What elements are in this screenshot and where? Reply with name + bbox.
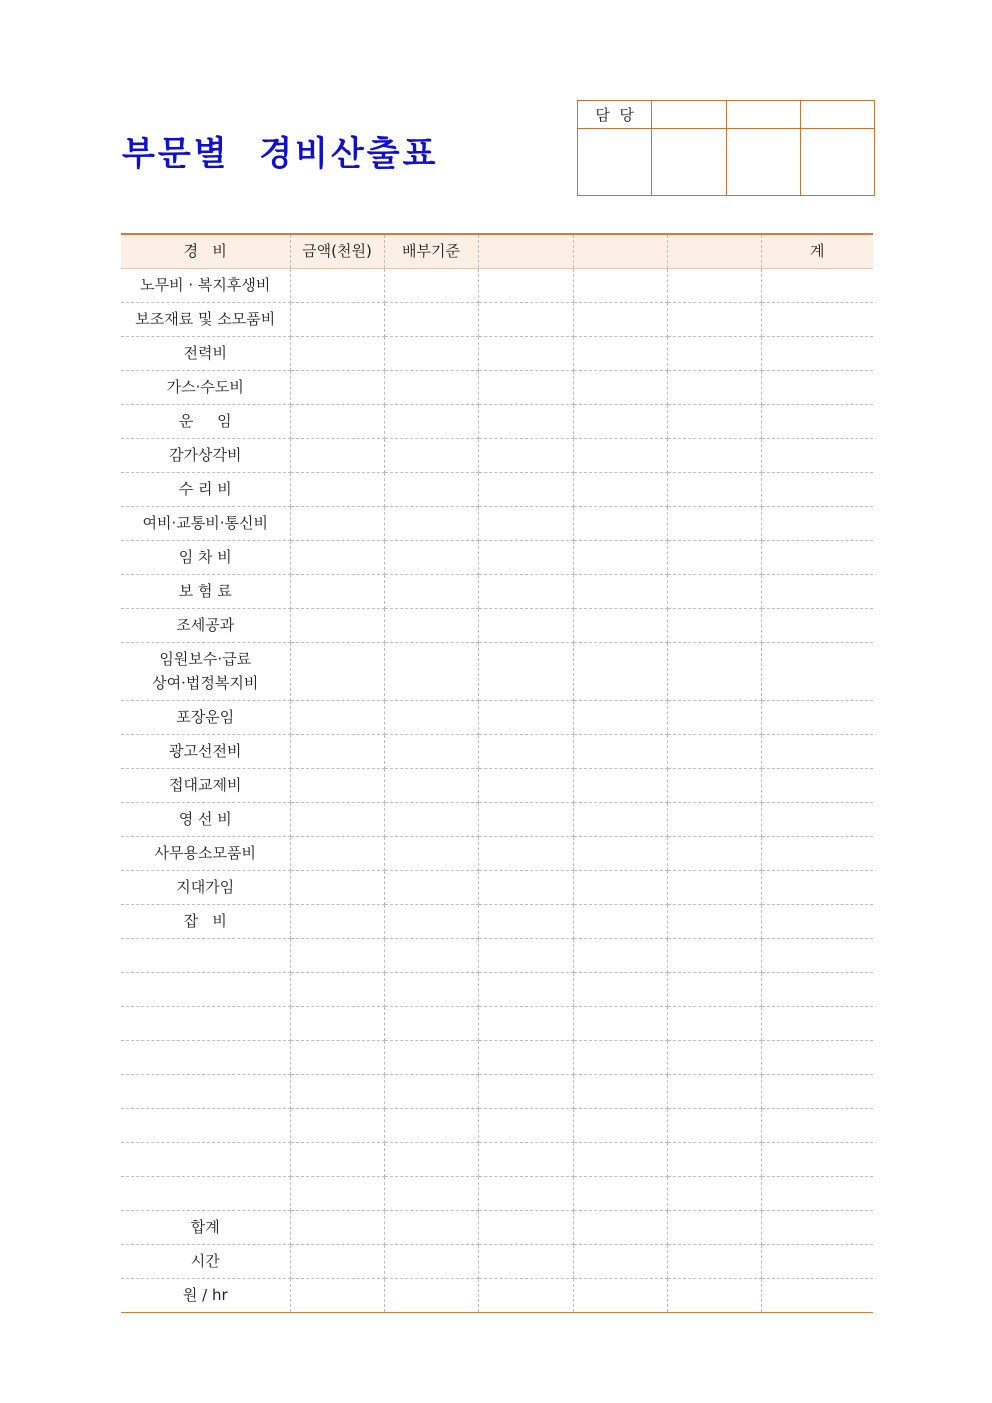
- table-row: [121, 1075, 873, 1109]
- table-cell[interactable]: [478, 905, 573, 939]
- table-cell[interactable]: [290, 371, 384, 405]
- table-row: [121, 769, 873, 803]
- table-cell[interactable]: [290, 973, 384, 1007]
- expense-item-label: [121, 269, 290, 303]
- table-cell[interactable]: [478, 473, 573, 507]
- table-cell[interactable]: [667, 1041, 761, 1075]
- table-cell[interactable]: [384, 769, 478, 803]
- table-cell[interactable]: [290, 269, 384, 303]
- table-cell[interactable]: [290, 1041, 384, 1075]
- table-cell[interactable]: [573, 405, 667, 439]
- table-cell[interactable]: [290, 405, 384, 439]
- table-cell[interactable]: [667, 337, 761, 371]
- table-cell[interactable]: [667, 541, 761, 575]
- table-cell[interactable]: [667, 405, 761, 439]
- expense-item-text: 가스·수도비: [166, 377, 244, 396]
- table-cell[interactable]: [573, 371, 667, 405]
- table-cell[interactable]: [761, 1143, 873, 1177]
- table-cell[interactable]: [384, 1007, 478, 1041]
- table-row: [121, 507, 873, 541]
- table-cell[interactable]: [478, 269, 573, 303]
- table-cell[interactable]: [290, 939, 384, 973]
- expense-item-text: 전력비: [183, 343, 227, 362]
- table-cell[interactable]: [761, 803, 873, 837]
- table-cell[interactable]: [667, 973, 761, 1007]
- expense-item-label: [121, 643, 290, 701]
- table-cell[interactable]: [384, 371, 478, 405]
- table-cell[interactable]: [761, 1279, 873, 1313]
- table-cell[interactable]: [761, 643, 873, 701]
- table-cell[interactable]: [290, 803, 384, 837]
- table-row: [121, 269, 873, 303]
- table-row: [121, 1177, 873, 1211]
- table-cell[interactable]: [573, 871, 667, 905]
- table-cell[interactable]: [290, 769, 384, 803]
- table-cell[interactable]: [290, 1075, 384, 1109]
- expense-item-text: 조세공과: [176, 615, 235, 634]
- table-row: [121, 939, 873, 973]
- table-cell[interactable]: [667, 1007, 761, 1041]
- table-cell[interactable]: [761, 303, 873, 337]
- table-cell[interactable]: [573, 1041, 667, 1075]
- table-cell[interactable]: [667, 507, 761, 541]
- table-cell[interactable]: [667, 803, 761, 837]
- table-row: [121, 701, 873, 735]
- table-cell[interactable]: [761, 541, 873, 575]
- table-cell[interactable]: [290, 609, 384, 643]
- approval-label: 담 당: [578, 101, 652, 129]
- expense-item-text: 영 선 비: [178, 809, 232, 828]
- table-cell[interactable]: [384, 1143, 478, 1177]
- table-row: [121, 303, 873, 337]
- table-cell[interactable]: [573, 1007, 667, 1041]
- table-cell[interactable]: [761, 701, 873, 735]
- table-cell[interactable]: [667, 575, 761, 609]
- table-row: [121, 541, 873, 575]
- table-cell[interactable]: [478, 507, 573, 541]
- table-cell[interactable]: [384, 905, 478, 939]
- table-cell[interactable]: [478, 701, 573, 735]
- approval-sign-cell[interactable]: [652, 129, 726, 196]
- table-cell[interactable]: [384, 1245, 478, 1279]
- table-cell[interactable]: [761, 439, 873, 473]
- table-cell[interactable]: [667, 871, 761, 905]
- approval-sign-cell[interactable]: [578, 129, 652, 196]
- expense-item-text: 시간: [190, 1251, 220, 1270]
- table-cell[interactable]: [384, 1211, 478, 1245]
- table-cell[interactable]: [761, 609, 873, 643]
- expense-item-label: [121, 939, 290, 973]
- table-row: [121, 371, 873, 405]
- table-cell[interactable]: [667, 269, 761, 303]
- table-cell[interactable]: [573, 1109, 667, 1143]
- table-cell[interactable]: [384, 541, 478, 575]
- table-cell[interactable]: [573, 769, 667, 803]
- table-cell[interactable]: [667, 735, 761, 769]
- table-row: [121, 1109, 873, 1143]
- table-cell[interactable]: [667, 1143, 761, 1177]
- table-cell[interactable]: [761, 1007, 873, 1041]
- expense-item-text: 사무용소모품비: [154, 843, 256, 862]
- table-cell[interactable]: [573, 735, 667, 769]
- expense-item-label: [121, 1041, 290, 1075]
- table-cell[interactable]: [761, 905, 873, 939]
- expense-item-text: 임원보수·급료: [159, 650, 252, 669]
- table-cell[interactable]: [290, 575, 384, 609]
- table-cell[interactable]: [478, 1143, 573, 1177]
- table-cell[interactable]: [290, 1109, 384, 1143]
- table-cell[interactable]: [290, 1007, 384, 1041]
- table-cell[interactable]: [573, 1245, 667, 1279]
- expense-item-label: [121, 507, 290, 541]
- header-expense: 경 비: [121, 234, 290, 269]
- approval-sign-cell[interactable]: [800, 129, 874, 196]
- approval-head-cell: [726, 101, 800, 129]
- table-cell[interactable]: [573, 575, 667, 609]
- table-cell[interactable]: [667, 473, 761, 507]
- table-cell[interactable]: [761, 1177, 873, 1211]
- table-cell[interactable]: [384, 337, 478, 371]
- table-cell[interactable]: [290, 507, 384, 541]
- table-cell[interactable]: [290, 905, 384, 939]
- header-department: [478, 234, 573, 269]
- table-row: [121, 803, 873, 837]
- table-cell[interactable]: [290, 1211, 384, 1245]
- table-row: [121, 735, 873, 769]
- table-row: [121, 837, 873, 871]
- table-cell[interactable]: [667, 769, 761, 803]
- expense-item-label: [121, 973, 290, 1007]
- table-cell[interactable]: [667, 609, 761, 643]
- table-cell[interactable]: [290, 1279, 384, 1313]
- table-cell[interactable]: [667, 1245, 761, 1279]
- page-title: 부문별 경비산출표: [122, 134, 439, 174]
- table-cell[interactable]: [290, 837, 384, 871]
- expense-item-label: [121, 1143, 290, 1177]
- table-cell[interactable]: [478, 837, 573, 871]
- expense-item-label: [121, 803, 290, 837]
- table-cell[interactable]: [290, 1245, 384, 1279]
- table-cell[interactable]: [478, 803, 573, 837]
- table-cell[interactable]: [761, 735, 873, 769]
- table-cell[interactable]: [667, 1075, 761, 1109]
- table-cell[interactable]: [478, 871, 573, 905]
- table-cell[interactable]: [667, 701, 761, 735]
- table-row: [121, 973, 873, 1007]
- table-cell[interactable]: [761, 837, 873, 871]
- expense-item-label: [121, 303, 290, 337]
- table-cell[interactable]: [573, 905, 667, 939]
- expense-item-label: [121, 337, 290, 371]
- table-cell[interactable]: [573, 473, 667, 507]
- table-cell[interactable]: [667, 939, 761, 973]
- table-cell[interactable]: [573, 541, 667, 575]
- table-row: [121, 1211, 873, 1245]
- table-cell[interactable]: [290, 439, 384, 473]
- table-cell[interactable]: [384, 939, 478, 973]
- table-row: [121, 1245, 873, 1279]
- table-cell[interactable]: [478, 1007, 573, 1041]
- table-cell[interactable]: [573, 643, 667, 701]
- table-cell[interactable]: [290, 643, 384, 701]
- table-cell[interactable]: [384, 1041, 478, 1075]
- table-cell[interactable]: [384, 575, 478, 609]
- table-cell[interactable]: [761, 405, 873, 439]
- table-cell[interactable]: [478, 405, 573, 439]
- expense-item-label: [121, 609, 290, 643]
- table-row: [121, 1143, 873, 1177]
- table-cell[interactable]: [290, 1143, 384, 1177]
- expense-item-label: [121, 769, 290, 803]
- table-cell[interactable]: [573, 1075, 667, 1109]
- expense-item-text: 원 / hr: [182, 1285, 228, 1304]
- table-cell[interactable]: [478, 769, 573, 803]
- table-cell[interactable]: [478, 575, 573, 609]
- table-cell[interactable]: [667, 1109, 761, 1143]
- table-cell[interactable]: [478, 303, 573, 337]
- expense-item-label: [121, 871, 290, 905]
- expense-item-label: [121, 1007, 290, 1041]
- expense-item-text: 운 임: [178, 411, 232, 430]
- table-cell[interactable]: [667, 439, 761, 473]
- table-cell[interactable]: [384, 1177, 478, 1211]
- table-cell[interactable]: [761, 337, 873, 371]
- expense-item-label: [121, 541, 290, 575]
- table-cell[interactable]: [384, 1109, 478, 1143]
- table-cell[interactable]: [384, 269, 478, 303]
- table-cell[interactable]: [290, 701, 384, 735]
- table-cell[interactable]: [384, 643, 478, 701]
- table-cell[interactable]: [573, 939, 667, 973]
- table-cell[interactable]: [573, 973, 667, 1007]
- table-cell[interactable]: [384, 439, 478, 473]
- expense-item-label: [121, 735, 290, 769]
- table-row: [121, 609, 873, 643]
- expense-item-label: [121, 439, 290, 473]
- expense-item-label: [121, 1177, 290, 1211]
- header-total: 계: [761, 234, 873, 269]
- table-cell[interactable]: [573, 1211, 667, 1245]
- expense-item-text: 여비·교통비·통신비: [142, 513, 268, 532]
- table-cell[interactable]: [478, 1279, 573, 1313]
- expense-item-text: 잡 비: [183, 911, 227, 930]
- expense-item-label: [121, 1109, 290, 1143]
- table-cell[interactable]: [478, 1245, 573, 1279]
- expense-item-label: [121, 575, 290, 609]
- expense-item-text: 보조재료 및 소모품비: [135, 309, 276, 328]
- expense-item-label: [121, 701, 290, 735]
- table-cell[interactable]: [761, 507, 873, 541]
- table-cell[interactable]: [478, 1177, 573, 1211]
- table-cell[interactable]: [667, 371, 761, 405]
- table-header-row: [121, 234, 873, 269]
- table-cell[interactable]: [761, 871, 873, 905]
- header-allocation-basis: 배부기준: [384, 234, 478, 269]
- table-row: [121, 1007, 873, 1041]
- table-cell[interactable]: [384, 735, 478, 769]
- table-cell[interactable]: [290, 541, 384, 575]
- expense-item-text: 보 험 료: [178, 581, 232, 600]
- table-cell[interactable]: [573, 1143, 667, 1177]
- expense-item-label: [121, 473, 290, 507]
- table-cell[interactable]: [290, 1177, 384, 1211]
- expense-item-label: [121, 1245, 290, 1279]
- table-cell[interactable]: [761, 1211, 873, 1245]
- table-cell[interactable]: [290, 473, 384, 507]
- approval-box: [577, 100, 875, 196]
- table-row: [121, 473, 873, 507]
- table-cell[interactable]: [573, 269, 667, 303]
- table-cell[interactable]: [290, 735, 384, 769]
- table-cell[interactable]: [290, 303, 384, 337]
- table-cell[interactable]: [573, 303, 667, 337]
- table-cell[interactable]: [478, 973, 573, 1007]
- table-cell[interactable]: [478, 643, 573, 701]
- table-cell[interactable]: [478, 371, 573, 405]
- table-cell[interactable]: [478, 1211, 573, 1245]
- table-cell[interactable]: [384, 303, 478, 337]
- table-cell[interactable]: [573, 337, 667, 371]
- table-cell[interactable]: [384, 473, 478, 507]
- table-cell[interactable]: [667, 837, 761, 871]
- table-cell[interactable]: [667, 643, 761, 701]
- approval-head-cell: [652, 101, 726, 129]
- table-cell[interactable]: [761, 1109, 873, 1143]
- table-cell[interactable]: [761, 769, 873, 803]
- header-amount: 금액(천원): [290, 234, 384, 269]
- table-cell[interactable]: [290, 337, 384, 371]
- table-cell[interactable]: [667, 1279, 761, 1313]
- table-cell[interactable]: [478, 939, 573, 973]
- table-row: [121, 643, 873, 701]
- expense-item-label: [121, 1211, 290, 1245]
- table-cell[interactable]: [384, 609, 478, 643]
- table-cell[interactable]: [478, 1075, 573, 1109]
- expense-item-label: [121, 837, 290, 871]
- table-cell[interactable]: [667, 303, 761, 337]
- expense-item-text: 합계: [190, 1217, 220, 1236]
- table-cell[interactable]: [573, 701, 667, 735]
- table-row: [121, 405, 873, 439]
- expense-item-label: [121, 1279, 290, 1313]
- table-cell[interactable]: [573, 507, 667, 541]
- approval-head-cell: [800, 101, 874, 129]
- table-row: [121, 439, 873, 473]
- table-cell[interactable]: [478, 1041, 573, 1075]
- expense-item-text: 포장운임: [176, 707, 235, 726]
- table-cell[interactable]: [384, 1279, 478, 1313]
- table-row: [121, 575, 873, 609]
- expense-table: [121, 233, 873, 1313]
- table-cell[interactable]: [761, 473, 873, 507]
- table-cell[interactable]: [384, 837, 478, 871]
- table-cell[interactable]: [667, 1211, 761, 1245]
- table-cell[interactable]: [667, 905, 761, 939]
- table-row: [121, 871, 873, 905]
- expense-item-text: 상여·법정복지비: [152, 673, 259, 692]
- table-cell[interactable]: [573, 803, 667, 837]
- table-row: [121, 905, 873, 939]
- table-row: [121, 1041, 873, 1075]
- table-cell[interactable]: [761, 1041, 873, 1075]
- table-cell[interactable]: [478, 439, 573, 473]
- table-cell[interactable]: [573, 439, 667, 473]
- table-cell[interactable]: [761, 939, 873, 973]
- header-department: [667, 234, 761, 269]
- approval-sign-cell[interactable]: [726, 129, 800, 196]
- table-cell[interactable]: [384, 973, 478, 1007]
- table-row: [121, 337, 873, 371]
- expense-item-text: 임 차 비: [178, 547, 232, 566]
- table-row: [121, 1279, 873, 1313]
- table-cell[interactable]: [384, 701, 478, 735]
- table-cell[interactable]: [384, 405, 478, 439]
- expense-item-label: [121, 405, 290, 439]
- header-department: [573, 234, 667, 269]
- table-cell[interactable]: [478, 541, 573, 575]
- table-cell[interactable]: [384, 803, 478, 837]
- expense-item-text: 감가상각비: [169, 445, 242, 464]
- expense-item-text: 광고선전비: [169, 741, 242, 760]
- table-cell[interactable]: [478, 1109, 573, 1143]
- table-cell[interactable]: [573, 1279, 667, 1313]
- expense-item-text: 수 리 비: [178, 479, 232, 498]
- table-cell[interactable]: [478, 609, 573, 643]
- table-cell[interactable]: [384, 507, 478, 541]
- table-cell[interactable]: [761, 371, 873, 405]
- table-cell[interactable]: [761, 973, 873, 1007]
- expense-item-label: [121, 371, 290, 405]
- expense-item-text: 지대가임: [176, 877, 235, 896]
- expense-item-label: [121, 905, 290, 939]
- table-cell[interactable]: [384, 1075, 478, 1109]
- table-cell[interactable]: [761, 269, 873, 303]
- table-cell[interactable]: [761, 575, 873, 609]
- table-cell[interactable]: [761, 1245, 873, 1279]
- table-cell[interactable]: [761, 1075, 873, 1109]
- table-cell[interactable]: [573, 609, 667, 643]
- table-cell[interactable]: [384, 871, 478, 905]
- expense-item-text: 노무비 · 복지후생비: [140, 275, 271, 294]
- table-cell[interactable]: [667, 1177, 761, 1211]
- table-cell[interactable]: [478, 735, 573, 769]
- expense-item-label: [121, 1075, 290, 1109]
- table-cell[interactable]: [573, 837, 667, 871]
- table-cell[interactable]: [573, 1177, 667, 1211]
- table-cell[interactable]: [478, 337, 573, 371]
- table-cell[interactable]: [290, 871, 384, 905]
- expense-item-text: 접대교제비: [169, 775, 242, 794]
